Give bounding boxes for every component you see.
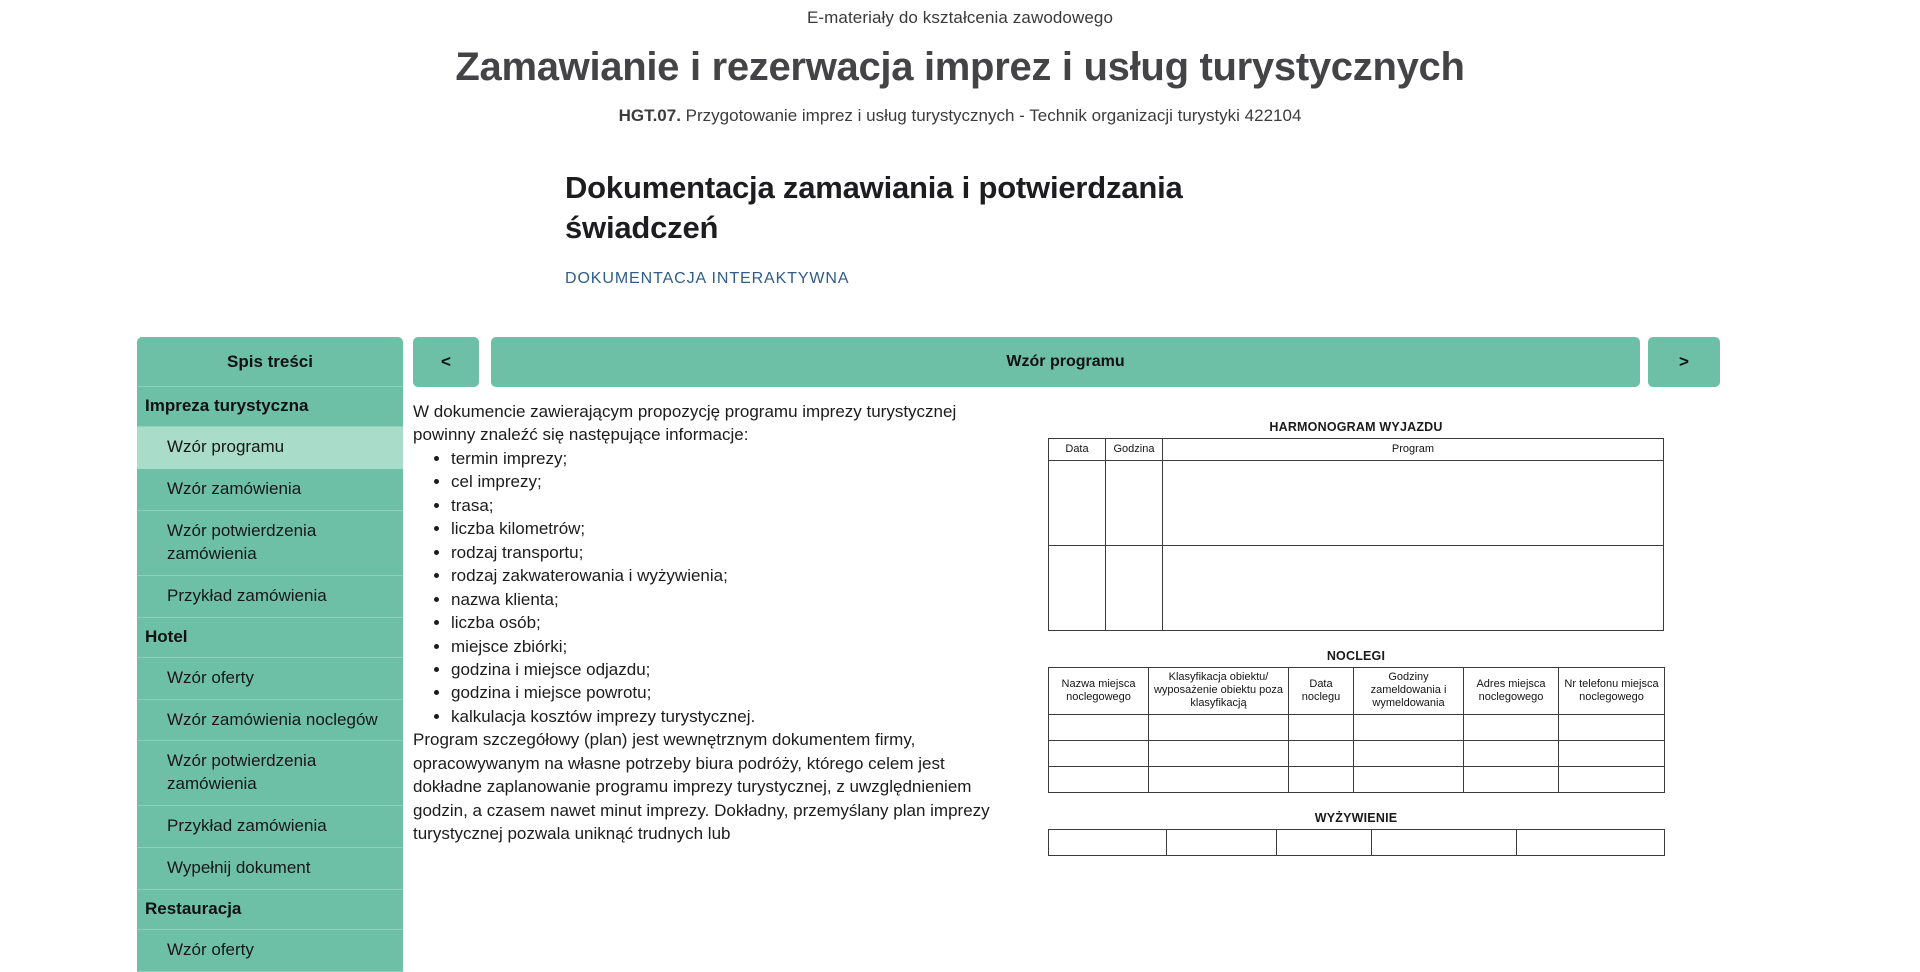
next-page-button[interactable]: > xyxy=(1648,337,1720,387)
doc-table-cell[interactable] xyxy=(1049,766,1149,792)
doc-table xyxy=(1048,829,1665,856)
masthead xyxy=(0,0,1920,128)
prev-page-button[interactable]: < xyxy=(413,337,479,387)
doc-table-row[interactable] xyxy=(1049,461,1664,546)
doc-table-cell[interactable] xyxy=(1049,740,1149,766)
doc-table-caption: HARMONOGRAM WYJAZDU xyxy=(1269,420,1443,434)
doc-table-cell[interactable] xyxy=(1163,546,1664,631)
doc-table-header-cell: Nr telefonu miejsca noclegowego xyxy=(1559,668,1665,715)
doc-table-cell[interactable] xyxy=(1464,766,1559,792)
document-kicker: DOKUMENTACJA INTERAKTYWNA xyxy=(565,270,850,288)
requirement-item: • godzina i miejsce odjazdu; xyxy=(451,658,1013,681)
document-title-block xyxy=(565,168,1265,288)
doc-table-cell[interactable] xyxy=(1277,829,1372,855)
content-intro: W dokumencie zawierającym propozycję programu imprezy turystycznej powinny znaleźć się następujące informacje: xyxy=(413,402,957,445)
toc-group-impreza-turystyczna[interactable]: Impreza turystyczna xyxy=(137,387,403,427)
doc-table-cell[interactable] xyxy=(1517,829,1665,855)
eyebrow-text: E-materiały do kształcenia zawodowego xyxy=(806,8,1114,27)
doc-table-cell[interactable] xyxy=(1149,766,1289,792)
doc-table-cell[interactable] xyxy=(1559,766,1665,792)
toc-item-0-2[interactable]: Wzór potwierdzenia zamówienia xyxy=(137,511,403,576)
doc-table-cell[interactable] xyxy=(1289,740,1354,766)
requirement-item: • rodzaj transportu; xyxy=(451,541,1013,564)
doc-table xyxy=(1048,667,1665,793)
qualification-code: HGT.07. xyxy=(618,105,681,125)
requirement-item: • nazwa klienta; xyxy=(451,588,1013,611)
doc-table-cell[interactable] xyxy=(1354,714,1464,740)
doc-table-header-cell: Data xyxy=(1049,439,1106,461)
doc-table-caption: WYŻYWIENIE xyxy=(1314,810,1398,825)
toc-group-restauracja[interactable]: Restauracja xyxy=(137,890,403,930)
toc-item-1-0[interactable]: Wzór oferty xyxy=(137,658,403,700)
chapter-nav xyxy=(137,337,1747,387)
doc-table-cell[interactable] xyxy=(1354,766,1464,792)
doc-table-block xyxy=(1048,649,1664,793)
doc-table-row[interactable] xyxy=(1049,546,1664,631)
qualification-line xyxy=(0,104,1920,128)
doc-table-cell[interactable] xyxy=(1106,461,1163,546)
doc-table-cell[interactable] xyxy=(1559,714,1665,740)
doc-table-header-cell: Klasyfikacja obiektu/ wyposażenie obiektu poza klasyfikacją xyxy=(1149,668,1289,715)
requirement-item: • rodzaj zakwaterowania i wyżywienia; xyxy=(451,564,1013,587)
toc-heading: Spis treści xyxy=(137,337,403,387)
qualification-text: Przygotowanie imprez i usług turystycznych - Technik organizacji turystyki 422104 xyxy=(680,105,1302,125)
doc-table-cell[interactable] xyxy=(1372,829,1517,855)
doc-table-header-cell: Godzina xyxy=(1106,439,1163,461)
doc-table-header-cell: Godziny zameldowania i wymeldowania xyxy=(1354,668,1464,715)
content-paragraph: Program szczegółowy (plan) jest wewnętrznym dokumentem firmy, opracowywanym na własne potrzeby biura podróży, którego celem jest dokładne zaplanowanie programu imprezy turystycznej, z uwzględnieniem godzin, a czasem nawet minut imprezy. Dokładny, przemyślany plan imprezy turystycznej pozwala uniknąć trudnych lub xyxy=(413,730,990,844)
document-preview-pane xyxy=(1048,420,1664,874)
requirement-item: • kalkulacja kosztów imprezy turystycznej. xyxy=(451,705,1013,728)
toc-item-1-1[interactable]: Wzór zamówienia noclegów xyxy=(137,700,403,742)
toc-item-1-3[interactable]: Przykład zamówienia xyxy=(137,806,403,848)
doc-table-block xyxy=(1048,420,1664,631)
doc-table-block xyxy=(1048,811,1664,856)
doc-table-cell[interactable] xyxy=(1049,461,1106,546)
main-content xyxy=(413,400,1013,846)
doc-table-header-cell: Nazwa miejsca noclegowego xyxy=(1049,668,1149,715)
doc-table-cell[interactable] xyxy=(1167,829,1277,855)
requirements-list xyxy=(413,447,1013,728)
requirement-item: • termin imprezy; xyxy=(451,447,1013,470)
requirement-item: • liczba osób; xyxy=(451,611,1013,634)
doc-table-header-row xyxy=(1049,439,1664,461)
requirement-item: • godzina i miejsce powrotu; xyxy=(451,681,1013,704)
doc-table-caption: NOCLEGI xyxy=(1326,649,1386,663)
doc-table-cell[interactable] xyxy=(1559,740,1665,766)
toc-item-1-2[interactable]: Wzór potwierdzenia zamówienia xyxy=(137,741,403,806)
table-of-contents-sidebar xyxy=(137,337,403,972)
page-title: Zamawianie i rezerwacja imprez i usług turystycznych xyxy=(455,44,1465,89)
doc-table-row[interactable] xyxy=(1049,714,1665,740)
current-page-title-button[interactable]: Wzór programu xyxy=(491,337,1640,387)
requirement-item: • trasa; xyxy=(451,494,1013,517)
doc-table-cell[interactable] xyxy=(1464,740,1559,766)
requirement-item: • miejsce zbiórki; xyxy=(451,635,1013,658)
doc-table-cell[interactable] xyxy=(1049,829,1167,855)
doc-table-header-cell: Program xyxy=(1163,439,1664,461)
doc-table-header-cell: Adres miejsca noclegowego xyxy=(1464,668,1559,715)
doc-table-cell[interactable] xyxy=(1106,546,1163,631)
doc-table-cell[interactable] xyxy=(1289,714,1354,740)
doc-table-cell[interactable] xyxy=(1464,714,1559,740)
requirement-item: • cel imprezy; xyxy=(451,470,1013,493)
doc-table-row[interactable] xyxy=(1049,740,1665,766)
doc-table-header-cell: Data noclegu xyxy=(1289,668,1354,715)
toc-item-0-0[interactable]: Wzór programu xyxy=(137,427,403,469)
doc-table-cell[interactable] xyxy=(1049,546,1106,631)
toc-group-hotel[interactable]: Hotel xyxy=(137,618,403,658)
document-title: Dokumentacja zamawiania i potwierdzania świadczeń xyxy=(565,170,1183,245)
doc-table xyxy=(1048,438,1664,631)
requirement-item: • liczba kilometrów; xyxy=(451,517,1013,540)
doc-table-cell[interactable] xyxy=(1163,461,1664,546)
doc-table-cell[interactable] xyxy=(1149,714,1289,740)
doc-table-cell[interactable] xyxy=(1289,766,1354,792)
doc-table-row[interactable] xyxy=(1049,829,1665,855)
doc-table-cell[interactable] xyxy=(1149,740,1289,766)
toc-item-1-4[interactable]: Wypełnij dokument xyxy=(137,848,403,890)
doc-table-row[interactable] xyxy=(1049,766,1665,792)
toc-item-0-1[interactable]: Wzór zamówienia xyxy=(137,469,403,511)
doc-table-cell[interactable] xyxy=(1354,740,1464,766)
toc-body xyxy=(137,387,403,972)
toc-item-0-3[interactable]: Przykład zamówienia xyxy=(137,576,403,618)
toc-item-2-0[interactable]: Wzór oferty xyxy=(137,930,403,972)
doc-table-header-row xyxy=(1049,668,1665,715)
doc-table-cell[interactable] xyxy=(1049,714,1149,740)
